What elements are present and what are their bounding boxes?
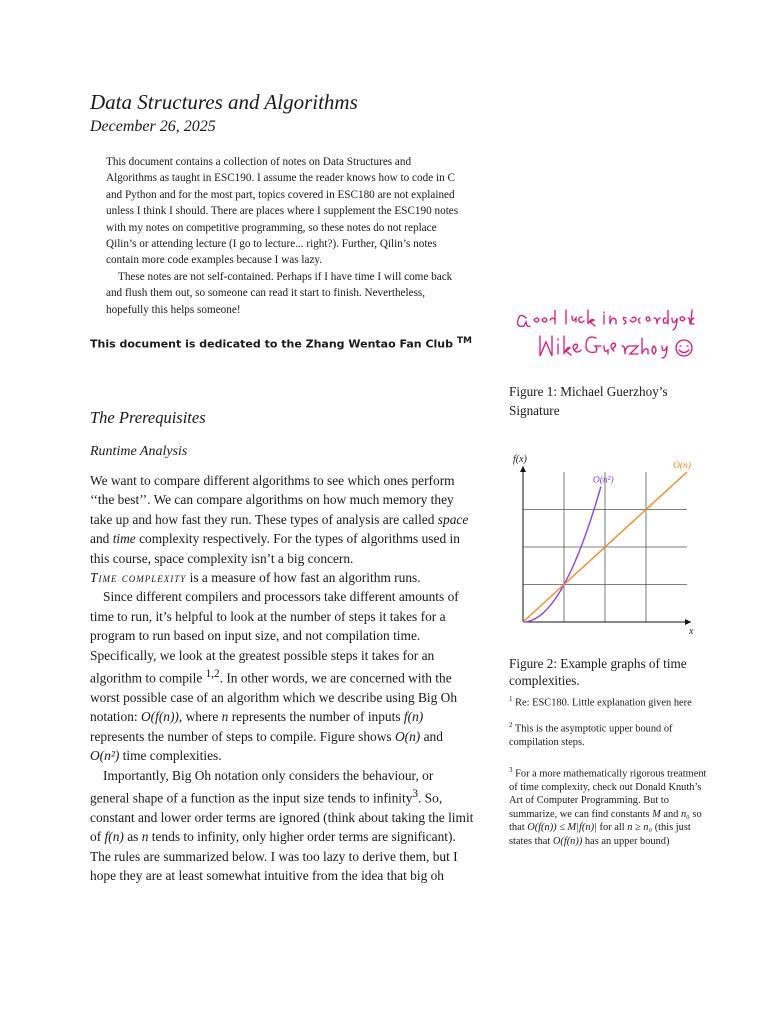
document-title: Data Structures and Algorithms (90, 90, 358, 114)
term-time-complexity: Time complexity (90, 570, 187, 586)
section-heading: The Prerequisites (90, 408, 206, 427)
abstract-paragraph-2: These notes are not self-contained. Perhaps if I have time I will come back and flush them out, so someone can read it start to finish. Nevertheless, hopefully this helps someone! (106, 270, 453, 316)
abstract (106, 154, 464, 318)
y-axis-label: f(x) (513, 454, 527, 465)
dedication-text: This document is dedicated to the Zhang Wentao Fan Club (90, 337, 453, 351)
y-axis-arrow (520, 466, 526, 472)
abstract-paragraph-1: This document contains a collection of notes on Data Structures and Algorithms as taught in ESC190. I assume the reader knows how to code in C and Python and for the most part, topics covered in ESC180 are not explained unless I think I should. There are places where I supplement the ESC190 notes with my notes on competitive programming, so these notes do not replace Qilin’s or attending lecture (I go to lecture... right?). Further, Qilin’s notes contain more code examples because I was lazy. (106, 156, 459, 267)
body-text (90, 471, 474, 885)
x-axis-label: x (689, 626, 694, 636)
body-paragraph-2: Since different compilers and processors take different amounts of time to run, it’s helpful to look at the number of steps it takes for a program to run based on input size, and not compilation time. Specifically, we look at the greatest possible steps it takes for an algorithm to compile $^{1,2}$. In other words, we are concerned with the worst possible case of an algorithm which we describe using Big Oh notation: O(f(n)), where n represents the number of inputs f(n) represents the number of steps to compile. Figure shows O(n) and O(n²) time complexities. (90, 589, 459, 764)
body-paragraph-3: Importantly, Big Oh notation only considers the behaviour, or general shape of a function as the input size tends to infinity$^3$. So, constant and lower order terms are ignored (think about taking the limit of f(n) as n tends to infinity, only higher order terms are significant). The rules are summarized below. I was too lazy to derive them, but I hope they are at least somewhat intuitive from the idea that big oh (90, 767, 474, 884)
body-paragraph-1: We want to compare different algorithms to see which ones perform ‘‘the best’’. We can compare algorithms on how much memory they take up and how fast they run. These types of analysis are called space and time complexity respectively. For the types of algorithms used in this course, space complexity isn’t a big concern. (90, 473, 469, 566)
trademark: TM (456, 336, 472, 346)
subsection-heading: Runtime Analysis (90, 444, 188, 459)
document-date: December 26, 2025 (90, 118, 216, 135)
series-label-1: O(n) (673, 461, 691, 471)
footnote-ref-3[interactable]: 3 (412, 787, 418, 800)
figure-2-caption: Figure 2: Example graphs of time complexities. (509, 656, 687, 688)
chart-labels (513, 454, 694, 636)
signature-image (512, 306, 697, 368)
complexity-chart (505, 448, 695, 636)
term-space: space (437, 511, 469, 527)
footnote-3: $^3$ For a more mathematically rigorous treatment of time complexity, check out Donald Knuth’s Art of Computer Programming. But to summarize, we can find constants M and n₀ so that O(f(n)) ≤ M|f(n)| for all n ≥ n₀ (this just states that O(f(n)) has an upper bound) (509, 766, 707, 847)
dedication (90, 336, 472, 351)
footnote-ref-1-2[interactable]: 1,2 (205, 668, 220, 681)
series-label-0: O(n²) (592, 475, 614, 486)
x-axis-arrow (685, 619, 691, 625)
footnote-2: $^2$ This is the asymptotic upper bound of compilation steps. (509, 721, 673, 748)
series-line-0 (523, 487, 601, 622)
body-definition: Time complexity is a measure of how fast an algorithm runs. (90, 570, 421, 586)
term-time: time (112, 531, 136, 547)
footnote-1: $^1$ Re: ESC180. Little explanation given here (509, 695, 692, 709)
figure-1-caption: Figure 1: Michael Guerzhoy’s Signature (509, 384, 668, 418)
